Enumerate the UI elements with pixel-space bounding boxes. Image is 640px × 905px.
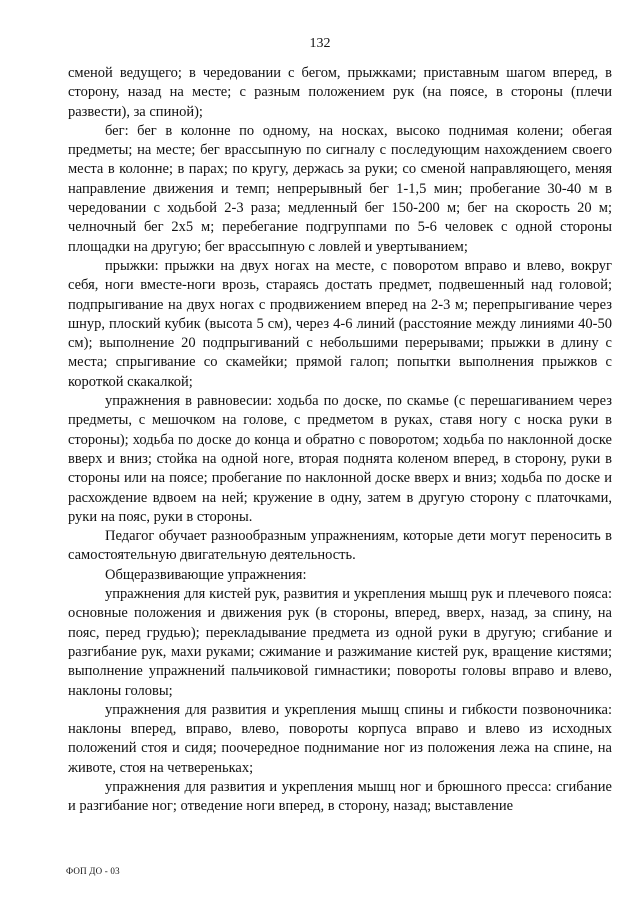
paragraph-arm-exercises: упражнения для кистей рук, развития и укрепления мышц рук и плечевого пояса: основные положения и движения рук (в стороны, вперед, вверх, назад, за спину, на пояс, перед грудью); перекладывание предмета из одной руки в другую; сгибание и разгибание рук, махи руками; сжимание и разжимание кистей рук, вращение кистями; выполнение упражнений пальчиковой гимнастики; повороты головы вправо и влево, наклоны головы; [68,586,612,699]
page-number: 132 [309,36,331,51]
footer-document-code: ФОП ДО - 03 [66,866,120,876]
paragraph-balance: упражнения в равновесии: ходьба по доске, по скамье (с перешагиванием через предметы, с мешочком на голове, с предметом в руках, ставя ногу с носка руки в стороны); ходьба по доске до конца и обратно с поворотом; ходьба по наклонной доске вверх и вниз; стойка на одной ноге, вторая поднята коленом вперед, в сторону, руки в стороны или на поясе; пробегание по наклонной доске вверх и вниз; ходьба по доске и расхождение вдвоем на ней; кружение в одну, затем в другую сторону с платочками, руки на пояс, руки в стороны. [68,393,612,525]
paragraph-leg-exercises: упражнения для развития и укрепления мышц ног и брюшного пресса: сгибание и разгибание ног; отведение ноги вперед, в сторону, назад; выставление [68,778,612,815]
paragraph-general-exercises-heading: Общеразвивающие упражнения: [105,566,307,583]
body-text [68,64,612,817]
paragraph-walking-continued: сменой ведущего; в чередовании с бегом, прыжками; приставным шагом вперед, в сторону, назад на месте; с разным положением рук (на поясе, в стороны (плечи развести), за спиной); [68,65,612,120]
paragraph-teacher: Педагог обучает разнообразным упражнениям, которые дети могут переносить в самостоятельную двигательную деятельность. [68,528,612,564]
paragraph-back-exercises: упражнения для развития и укрепления мышц спины и гибкости позвоночника: наклоны вперед, вправо, влево, повороты корпуса вправо и влево из исходных положений стоя и сидя; поочередное поднимание ног из положения лежа на спине, на животе, стоя на четвереньках; [68,701,612,776]
paragraph-jumping: прыжки: прыжки на двух ногах на месте, с поворотом вправо и влево, вокруг себя, ноги вместе-ноги врозь, стараясь достать предмет, подвешенный над головой; подпрыгивание на двух ногах с продвижением вперед на 2-3 м; перепрыгивание через шнур, плоский кубик (высота 5 см), через 4-6 линий (расстояние между линиями 40-50 см); выполнение 20 подпрыгиваний с небольшими перерывами; прыжки в длину с места; спрыгивание со скамейки; прямой галоп; попытки выполнения прыжков с короткой скакалкой; [68,257,612,390]
paragraph-running: бег: бег в колонне по одному, на носках, высоко поднимая колени; обегая предметы; на месте; бег врассыпную по сигналу с последующим нахождением своего места в колонне; в парах; по кругу, держась за руки; со сменой направляющего, меняя направление движения и темп; непрерывный бег 1-1,5 мин; пробегание 30-40 м в чередовании с ходьбой 2-3 раза; медленный бег 150-200 м; бег на скорость 20 м; челночный бег 2х5 м; перебегание подгруппами по 5-6 человек с одной стороны площадки на другую; бег врассыпную с ловлей и увертыванием; [68,122,612,255]
